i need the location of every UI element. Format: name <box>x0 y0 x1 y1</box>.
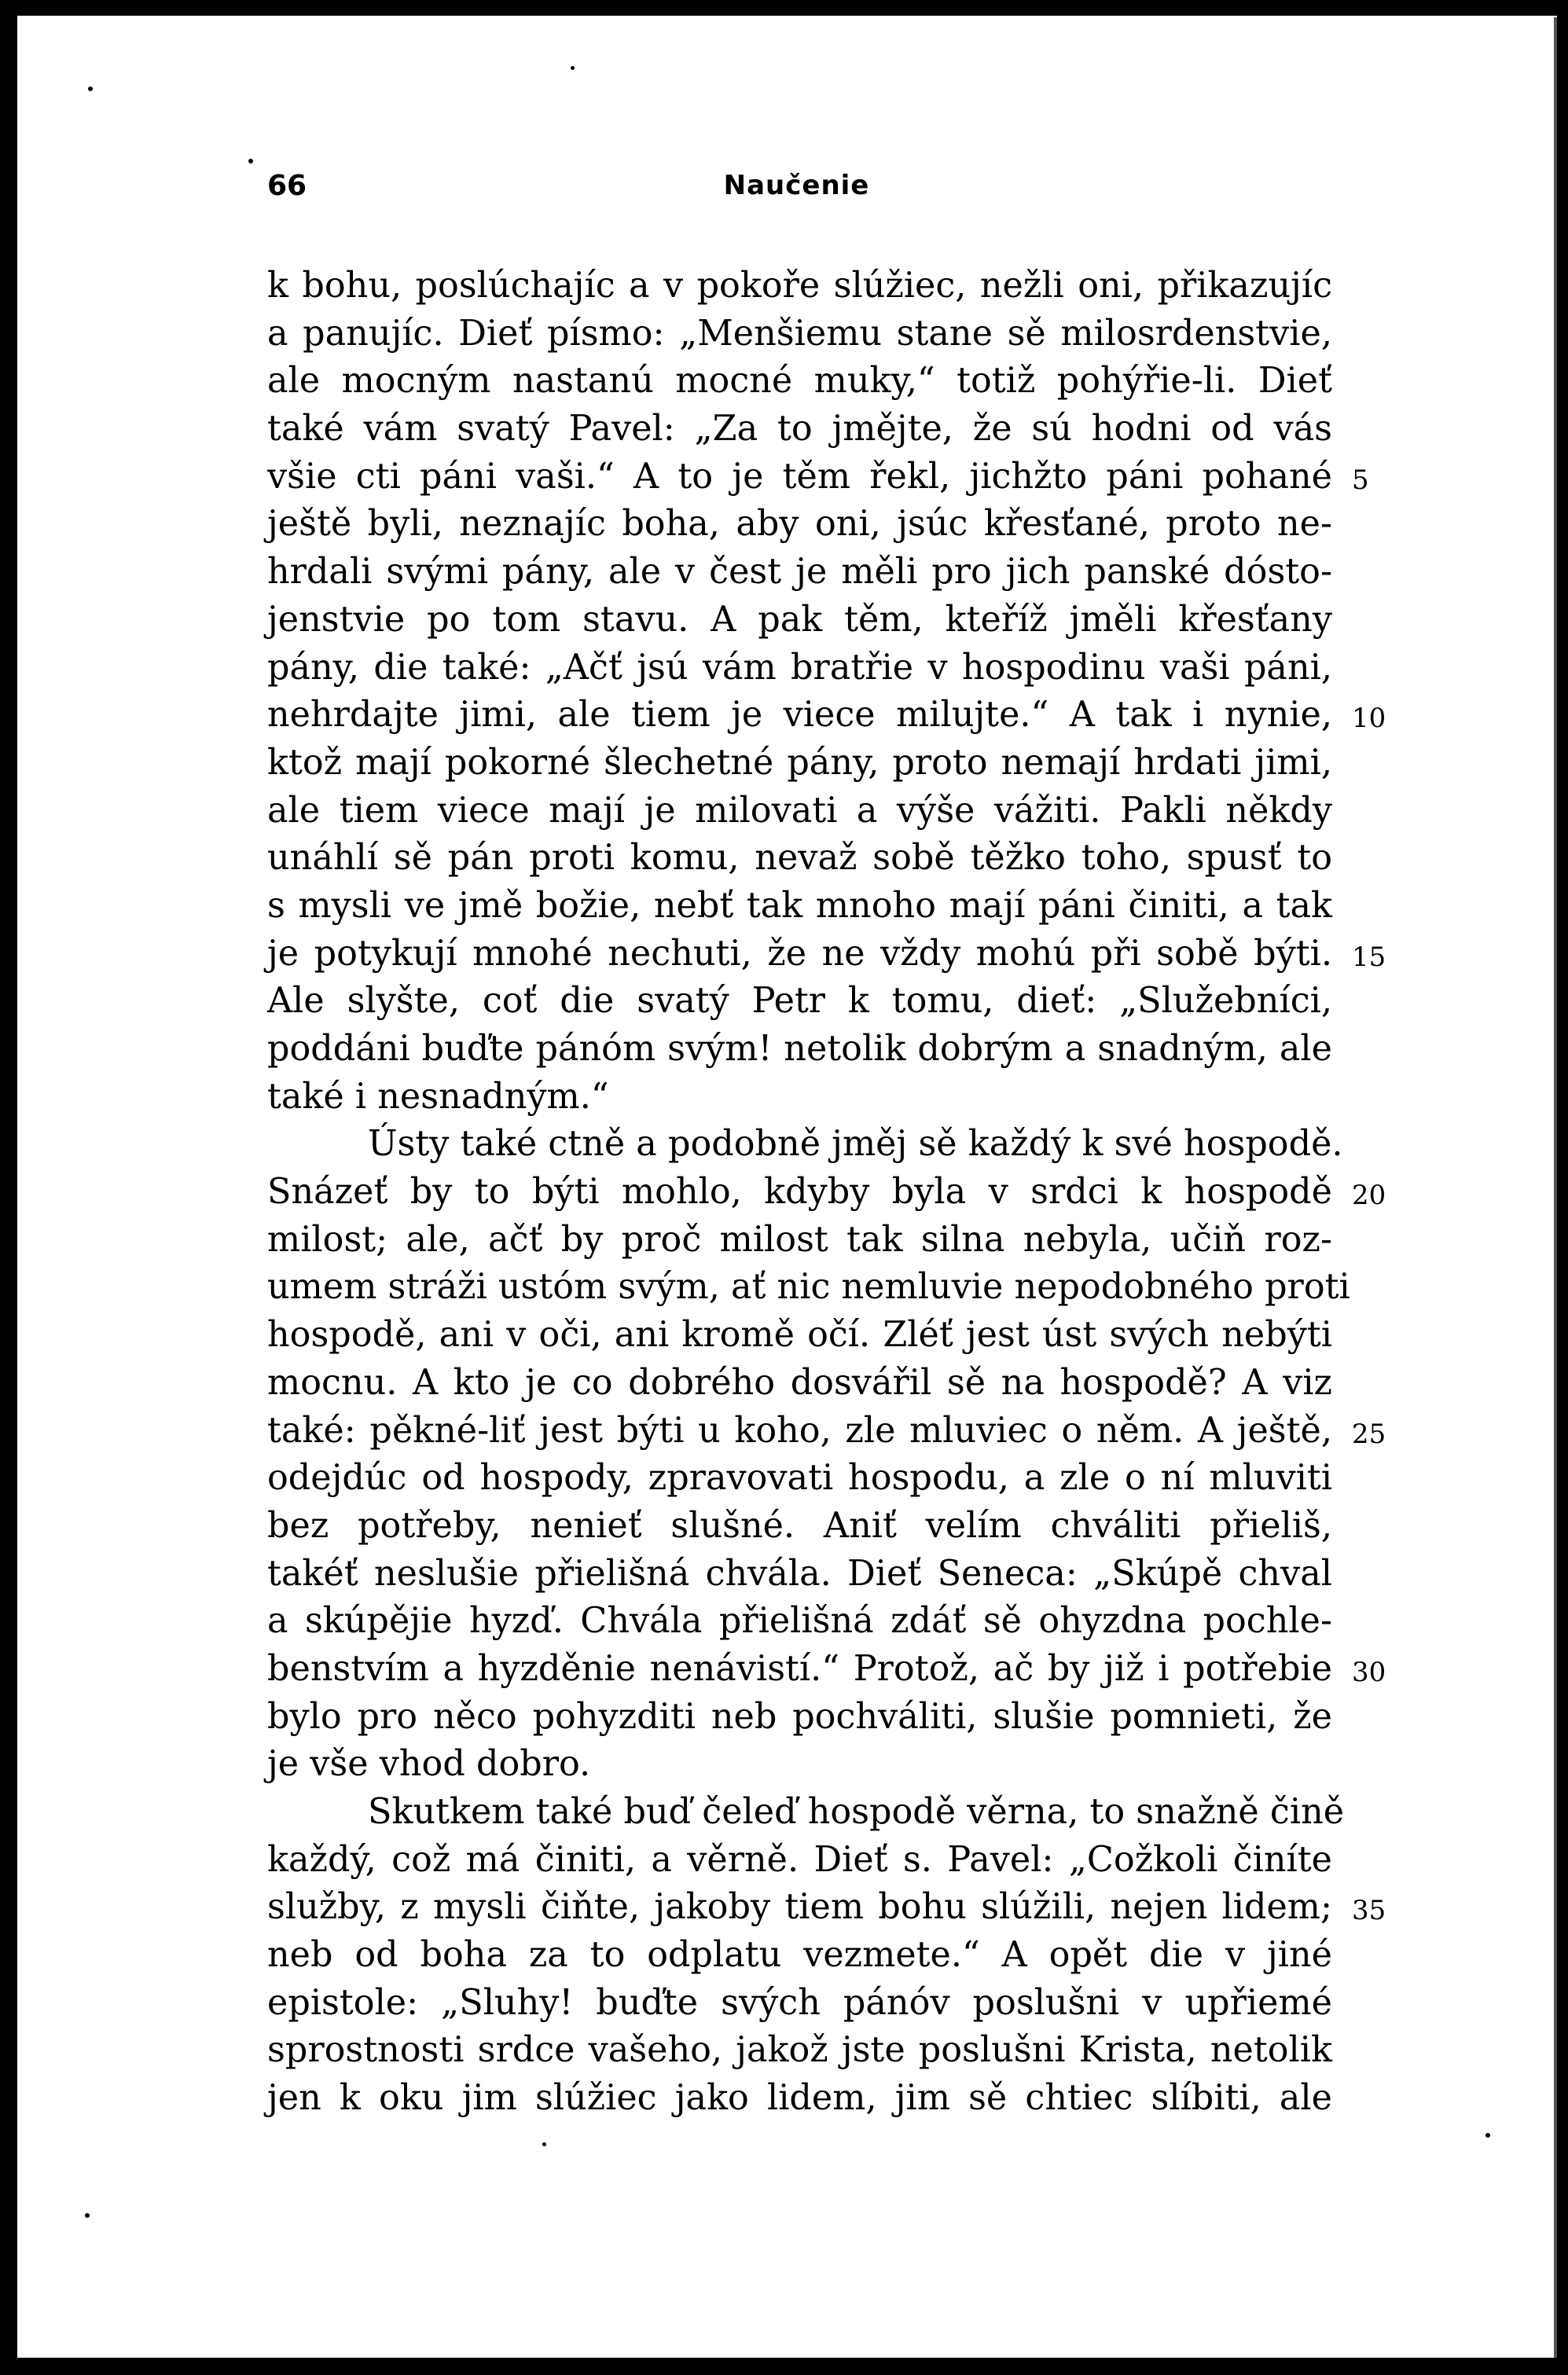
text-line-wrapper <box>267 931 1386 978</box>
text-line: jen k oku jim slúžiec jako lidem, jim sě chtiec slíbiti, ale <box>267 2078 1332 2119</box>
text-line: umem stráži ustóm svým, ať nic nemluvie nepodobného proti <box>267 1267 1350 1308</box>
text-line: s mysli ve jmě božie, nebť tak mnoho mají páni činiti, a tak <box>267 885 1332 926</box>
text-line: také vám svatý Pavel: „Za to jmějte, že sú hodni od vás <box>267 409 1332 450</box>
text-line: také i nesnadným.“ <box>267 1076 609 1117</box>
text-line-wrapper <box>267 1646 1386 1694</box>
line-number: 25 <box>1352 1418 1386 1450</box>
text-line: nehrdajte jimi, ale tiem je viece milujte.“ A tak i nynie, <box>267 695 1332 736</box>
text-line: neb od boha za to odplatu vezmete.“ A opět die v jiné <box>267 1935 1332 1976</box>
line-number: 5 <box>1352 464 1369 496</box>
text-line: milost; ale, ačť by proč milost tak silna nebyla, učiň roz- <box>267 1219 1332 1260</box>
text-line: unáhlí sě pán proti komu, nevaž sobě těžko toho, spusť to <box>267 838 1332 879</box>
scan-speck <box>571 66 575 70</box>
text-line: služby, z mysli čiňte, jakoby tiem bohu slúžili, nejen lidem; <box>267 1887 1332 1928</box>
scan-speck <box>85 2213 90 2218</box>
page-number: 66 <box>267 170 307 202</box>
text-line-wrapper <box>267 1169 1386 1217</box>
text-line: sprostnosti srdce vašeho, jakož jste poslušni Krista, netolik <box>267 2030 1332 2071</box>
text-line: ale mocným nastanú mocné muky,“ totiž pohýřie-li. Dieť <box>267 361 1332 402</box>
text-line: bylo pro něco pohyzditi neb pochváliti, slušie pomnieti, že <box>267 1696 1332 1737</box>
text-line: a panujíc. Dieť písmo: „Menšiemu stane sě milosrdenstvie, <box>267 313 1332 354</box>
text-line: takéť neslušie přielišná chvála. Dieť Seneca: „Skúpě chval <box>267 1553 1332 1594</box>
text-line: poddáni buďte pánóm svým! netolik dobrým a snadným, ale <box>267 1029 1332 1069</box>
text-line: také: pěkné-liť jest býti u koho, zle mluviec o něm. A ještě, <box>267 1410 1332 1451</box>
text-line: je vše vhod dobro. <box>267 1744 591 1785</box>
text-line-wrapper <box>267 692 1386 740</box>
text-line: ktož mají pokorné šlechetné pány, proto nemají hrdati jimi, <box>267 742 1332 783</box>
text-line: každý, což má činiti, a věrně. Dieť s. Pavel: „Cožkoli činíte <box>267 1839 1332 1880</box>
text-line: hospodě, ani v oči, ani kromě očí. Zléť jest úst svých nebýti <box>267 1315 1332 1356</box>
text-line-wrapper <box>267 1884 1386 1932</box>
text-line-wrapper <box>267 1408 1386 1455</box>
text-line: všie cti páni vaši.“ A to je těm řekl, jichžto páni pohané <box>267 456 1332 497</box>
text-line: bez potřeby, nenieť slušné. Aniť velím chváliti přieliš, <box>267 1505 1332 1546</box>
scan-speck <box>1485 2133 1490 2138</box>
line-number: 20 <box>1352 1180 1386 1212</box>
line-number: 35 <box>1352 1895 1386 1927</box>
text-line: odejdúc od hospody, zpravovati hospodu, a zle o ní mluviti <box>267 1458 1332 1499</box>
scan-speck <box>88 86 93 91</box>
text-line: ještě byli, neznajíc boha, aby oni, jsúc křesťané, proto ne- <box>267 504 1332 545</box>
page-edge-line <box>1554 17 1557 2358</box>
text-line: mocnu. A kto je co dobrého dosvářil sě na hospodě? A viz <box>267 1362 1332 1403</box>
text-line: Ústy také ctně a podobně jměj sě každý k své hospodě. <box>368 1124 1343 1165</box>
line-number: 10 <box>1352 703 1386 735</box>
scan-speck <box>248 159 253 163</box>
text-line: a skúpějie hyzď. Chvála přielišná zdáť sě ohyzdna pochle- <box>267 1601 1332 1642</box>
text-line: jenstvie po tom stavu. A pak těm, kteříž jměli křesťany <box>267 599 1332 640</box>
text-line-wrapper <box>267 453 1369 501</box>
text-line: benstvím a hyzděnie nenávistí.“ Protož, ač by již i potřebie <box>267 1648 1332 1689</box>
body-text <box>267 262 1386 2123</box>
text-line: pány, die také: „Ačť jsú vám bratřie v hospodinu vaši páni, <box>267 647 1332 688</box>
text-line: je potykují mnohé nechuti, že ne vždy mohú při sobě býti. <box>267 933 1332 974</box>
line-number: 30 <box>1352 1656 1386 1688</box>
text-line: epistole: „Sluhy! buďte svých pánóv poslušni v upřiemé <box>267 1982 1332 2023</box>
text-line: k bohu, poslúchajíc a v pokoře slúžiec, nežli oni, přikazujíc <box>267 266 1332 306</box>
text-line: Skutkem také buď čeleď hospodě věrna, to snažně čině <box>368 1792 1345 1832</box>
text-line: hrdali svými pány, ale v čest je měli pro jich panské dósto- <box>267 552 1332 593</box>
line-number: 15 <box>1352 941 1386 973</box>
scan-speck <box>542 2142 546 2146</box>
page-header <box>261 163 1332 211</box>
text-line: Snázeť by to býti mohlo, kdyby byla v srdci k hospodě <box>267 1172 1332 1213</box>
text-line: Ale slyšte, coť die svatý Petr k tomu, dieť: „Služebníci, <box>267 981 1332 1022</box>
text-line: ale tiem viece mají je milovati a výše vážiti. Pakli někdy <box>267 790 1332 831</box>
running-title: Naučenie <box>723 170 870 201</box>
